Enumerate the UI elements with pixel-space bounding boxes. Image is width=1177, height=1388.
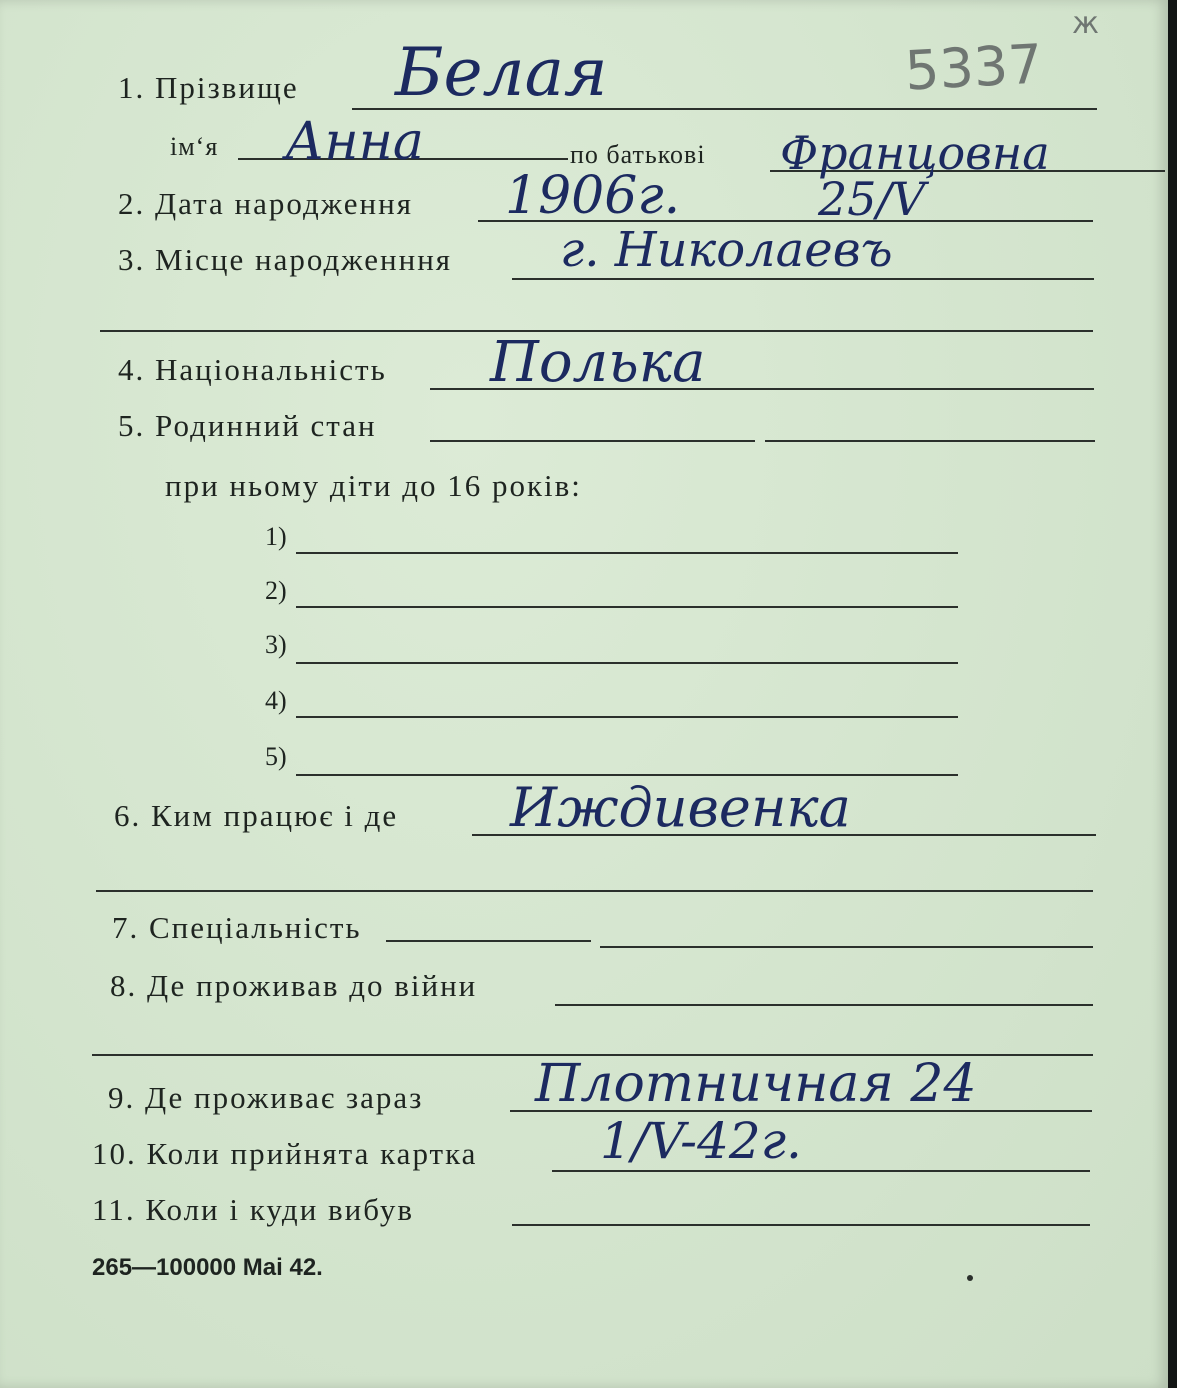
- child-4-label: 4): [265, 686, 287, 715]
- birthplace-label: 3. Місце народженння: [118, 242, 453, 277]
- card-accepted-value: 1/V-42г.: [600, 1112, 802, 1170]
- ink-dot: [967, 1275, 973, 1281]
- patronymic-label: по батькові: [570, 140, 706, 169]
- name-value: Анна: [285, 112, 424, 172]
- occupation-label: 6. Ким працює і де: [114, 798, 399, 833]
- print-code: 265—100000 Mai 42.: [92, 1254, 323, 1281]
- birthplace-value: г. Николаевъ: [560, 222, 893, 278]
- child-2-label: 2): [265, 576, 287, 605]
- birthdate-label: 2. Дата народження: [118, 186, 413, 221]
- specialty-label: 7. Спеціальність: [112, 910, 362, 945]
- child-4-line: [296, 716, 958, 718]
- patronymic-value: Францовна: [780, 126, 1050, 180]
- marital-status-label: 5. Родинний стан: [118, 408, 377, 443]
- name-label: ім‘я: [170, 132, 219, 161]
- birthdate-year: 1906г.: [505, 166, 681, 226]
- child-3-label: 3): [265, 630, 287, 659]
- birthdate-day: 25/V: [818, 172, 926, 226]
- corner-mark: ж: [1072, 6, 1100, 41]
- child-3-line: [296, 662, 958, 664]
- current-residence-value: Плотничная 24: [535, 1054, 977, 1114]
- card-accepted-label: 10. Коли прийнята картка: [92, 1136, 478, 1171]
- children-label: при ньому діти до 16 років:: [165, 468, 582, 503]
- prewar-residence-line: [555, 1004, 1093, 1006]
- prewar-residence-label: 8. Де проживав до війни: [110, 968, 478, 1003]
- specialty-line-1: [386, 940, 591, 942]
- occupation-value: Иждивенка: [510, 776, 851, 839]
- card-accepted-line: [552, 1170, 1090, 1172]
- scan-edge: [1168, 0, 1177, 1388]
- archive-number: 5337: [903, 32, 1044, 103]
- child-1-line: [296, 552, 958, 554]
- departure-line: [512, 1224, 1090, 1226]
- surname-value: Белая: [395, 34, 608, 111]
- birthplace-line: [512, 278, 1094, 280]
- child-2-line: [296, 606, 958, 608]
- nationality-value: Полька: [490, 330, 706, 395]
- departure-label: 11. Коли і куди вибув: [92, 1192, 414, 1227]
- surname-label: 1. Прізвище: [118, 70, 299, 105]
- specialty-line-2: [600, 946, 1093, 948]
- nationality-label: 4. Національність: [118, 352, 387, 387]
- child-5-label: 5): [265, 742, 287, 771]
- child-1-label: 1): [265, 522, 287, 551]
- occupation-line-2: [96, 890, 1093, 892]
- marital-status-line-1: [430, 440, 755, 442]
- current-residence-label: 9. Де проживає зараз: [108, 1080, 424, 1115]
- marital-status-line-2: [765, 440, 1095, 442]
